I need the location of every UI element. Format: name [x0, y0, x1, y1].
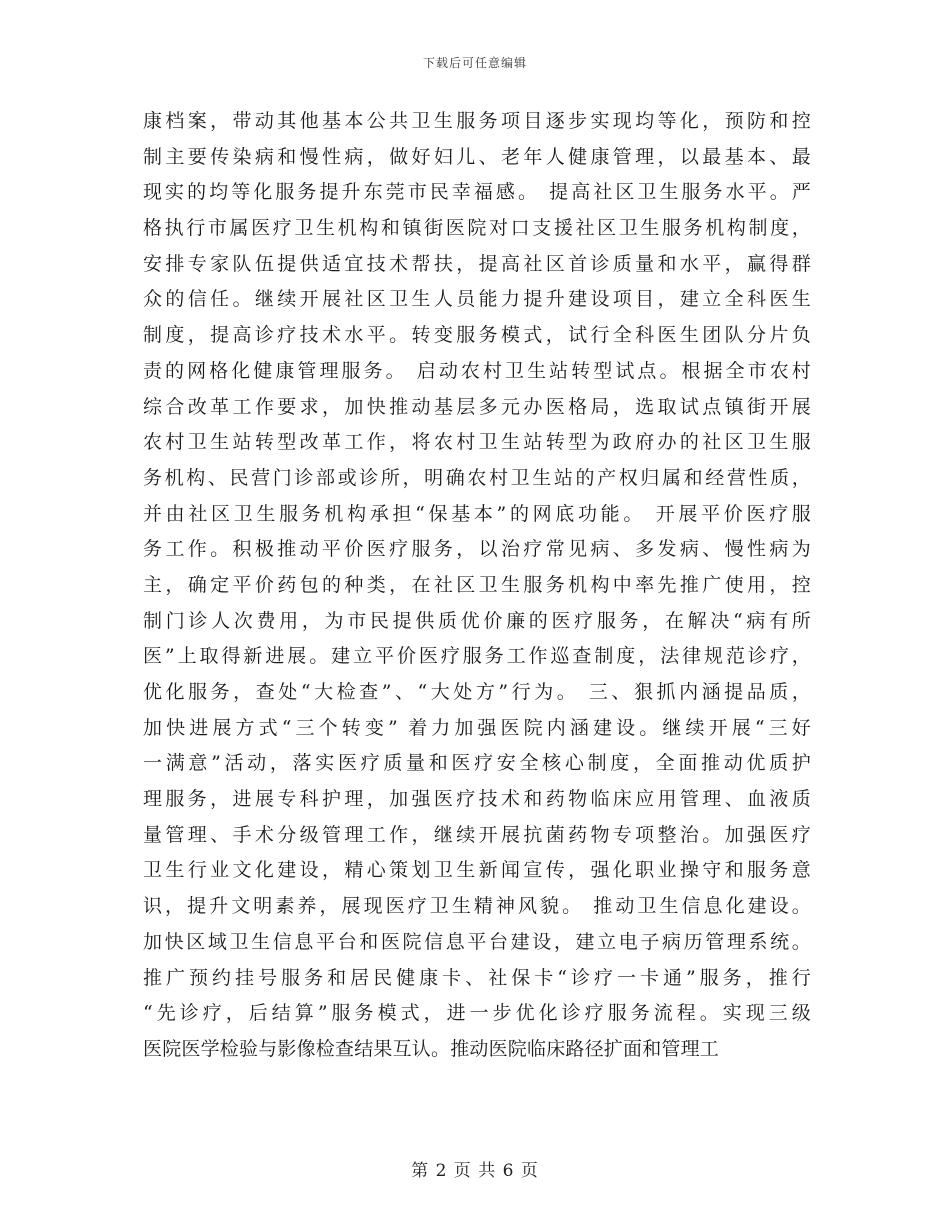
- page-number-footer: 第 2 页 共 6 页: [411, 1161, 539, 1181]
- body-line: 一满意”活动，落实医疗质量和医疗安全核心制度，全面推动优质护: [143, 752, 811, 775]
- page-header: 下载后可任意编辑: [422, 56, 527, 70]
- body-line: 推广预约挂号服务和居民健康卡、社保卡“诊疗一卡通”服务，推行: [143, 966, 811, 989]
- body-line: 量管理、手术分级管理工作，继续开展抗菌药物专项整治。加强医疗: [143, 823, 811, 846]
- body-line: 医”上取得新进展。建立平价医疗服务工作巡查制度，法律规范诊疗，: [143, 645, 811, 668]
- body-line: 安排专家队伍提供适宜技术帮扶，提高社区首诊质量和水平，赢得群: [143, 252, 811, 275]
- body-line: 理服务，进展专科护理，加强医疗技术和药物临床应用管理、血液质: [143, 788, 811, 811]
- body-line: 医院医学检验与影像检查结果互认。推动医院临床路径扩面和管理工: [143, 1037, 720, 1060]
- body-line: 务机构、民营门诊部或诊所，明确农村卫生站的产权归属和经营性质，: [143, 466, 811, 489]
- body-line: 卫生行业文化建设，精心策划卫生新闻宣传，强化职业操守和服务意: [143, 859, 811, 882]
- body-line: 农村卫生站转型改革工作，将农村卫生站转型为政府办的社区卫生服: [143, 431, 811, 454]
- body-line: 识，提升文明素养，展现医疗卫生精神风貌。 推动卫生信息化建设。: [143, 895, 811, 918]
- body-line: 加快区域卫生信息平台和医院信息平台建设，建立电子病历管理系统。: [143, 930, 811, 953]
- body-line: 制度，提高诊疗技术水平。转变服务模式，试行全科医生团队分片负: [143, 324, 811, 347]
- body-line: 康档案，带动其他基本公共卫生服务项目逐步实现均等化，预防和控: [143, 110, 811, 132]
- body-line: 格执行市属医疗卫生机构和镇街医院对口支援社区卫生服务机构制度，: [143, 217, 811, 240]
- body-line: 优化服务，查处“大检查”、“大处方”行为。 三、狠抓内涵提品质，: [143, 681, 811, 703]
- body-line: 制主要传染病和慢性病，做好妇儿、老年人健康管理，以最基本、最: [143, 145, 811, 168]
- body-line: 主，确定平价药包的种类，在社区卫生服务机构中率先推广使用，控: [143, 573, 811, 596]
- body-line: 加快进展方式“三个转变” 着力加强医院内涵建设。继续开展“三好: [143, 716, 811, 739]
- body-line: 现实的均等化服务提升东莞市民幸福感。 提高社区卫生服务水平。严: [143, 181, 811, 204]
- body-line: “先诊疗，后结算”服务模式，进一步优化诊疗服务流程。实现三级: [143, 1002, 811, 1025]
- body-line: 并由社区卫生服务机构承担“保基本”的网底功能。 开展平价医疗服: [143, 502, 811, 525]
- body-line: 综合改革工作要求，加快推动基层多元办医格局，选取试点镇街开展: [143, 395, 811, 418]
- body-line: 务工作。积极推动平价医疗服务，以治疗常见病、多发病、慢性病为: [143, 538, 811, 561]
- body-line: 制门诊人次费用，为市民提供质优价廉的医疗服务，在解决“病有所: [143, 609, 811, 632]
- body-line: 责的网格化健康管理服务。 启动农村卫生站转型试点。根据全市农村: [143, 359, 811, 382]
- document-body: [143, 104, 811, 1068]
- body-line: 众的信任。继续开展社区卫生人员能力提升建设项目，建立全科医生: [143, 288, 811, 311]
